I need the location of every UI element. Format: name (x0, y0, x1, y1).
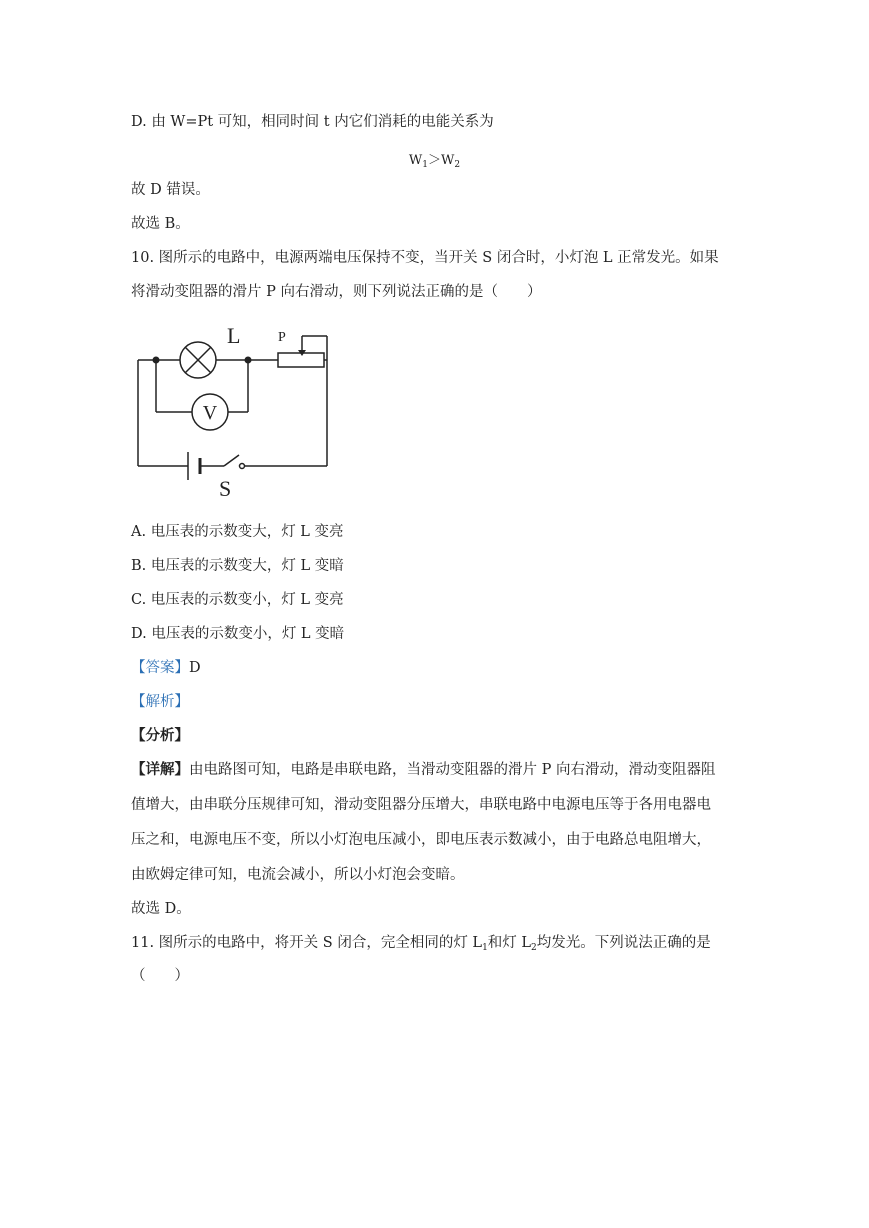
switch-label: S (219, 476, 232, 501)
formula-w1: W (408, 153, 423, 168)
q10-choice: 故选 D。 (131, 901, 191, 917)
formula-sub2: 2 (454, 160, 461, 170)
q10-detail-line2: 值增大，由串联分压规律可知，滑动变阻器分压增大，串联电路中电源电压等于各用电器电 (131, 797, 711, 813)
answer-tag: 【答案】 (131, 660, 189, 676)
q11-stem-line2: （ ） (131, 968, 189, 984)
q11-stem-line1 (131, 933, 711, 958)
q10-stem-line2: 将滑动变阻器的滑片 P 向右滑动，则下列说法正确的是（ ） (131, 284, 542, 300)
q10-detail-line1 (131, 760, 715, 780)
q10-option-b: B. 电压表的示数变大，灯 L 变暗 (131, 558, 344, 574)
formula-gt: ＞ (427, 153, 441, 168)
formula-sub1: 1 (422, 160, 428, 170)
q10-option-a: A. 电压表的示数变大，灯 L 变亮 (131, 524, 344, 540)
lamp-symbol (180, 342, 216, 378)
q9-option-d: D. 由 W=Pt 可知，相同时间 t 内它们消耗的电能关系为 (131, 114, 494, 130)
detail-text: 由电路图可知，电路是串联电路，当滑动变阻器的滑片 P 向右滑动，滑动变阻器阻 (189, 762, 716, 778)
q9-choice: 故选 B。 (131, 216, 190, 232)
switch-symbol (224, 455, 245, 469)
battery-symbol (188, 452, 200, 480)
rheostat-symbol (278, 353, 324, 367)
q10-option-d: D. 电压表的示数变小，灯 L 变暗 (131, 626, 345, 642)
q10-stem-line1: 10. 图所示的电路中，电源两端电压保持不变，当开关 S 闭合时，小灯泡 L 正常发光。如果 (131, 250, 719, 266)
q10-answer (131, 658, 201, 678)
answer-value: D (189, 660, 201, 676)
q11-stem-part2: 和灯 L (487, 935, 532, 951)
q10-option-c: C. 电压表的示数变小，灯 L 变亮 (131, 592, 344, 608)
q11-sub1: 1 (482, 943, 488, 953)
q9-formula (0, 149, 869, 170)
junction-dot (153, 357, 160, 364)
q11-sub2: 2 (531, 943, 537, 953)
q10-detail-line3: 压之和，电源电压不变，所以小灯泡电压减小，即电压表示数减小，由于电路总电阻增大， (131, 832, 711, 848)
circuit-diagram (128, 318, 368, 508)
formula-w2: W (441, 153, 455, 168)
q9-conclusion: 故 D 错误。 (131, 182, 210, 198)
detail-tag: 【详解】 (131, 761, 189, 778)
lamp-label: L (227, 323, 241, 348)
q10-analysis-tag: 【解析】 (131, 694, 189, 710)
q10-detail-line4: 由欧姆定律可知，电流会减小，所以小灯泡会变暗。 (131, 867, 465, 883)
voltmeter-label: V (202, 402, 218, 424)
junction-dot (245, 357, 252, 364)
q11-stem-part1: 11. 图所示的电路中，将开关 S 闭合，完全相同的灯 L (131, 935, 483, 951)
slider-label: P (278, 330, 286, 345)
q10-fenxi-tag: 【分析】 (131, 727, 189, 744)
q11-stem-part3: 均发光。下列说法正确的是 (536, 935, 711, 951)
